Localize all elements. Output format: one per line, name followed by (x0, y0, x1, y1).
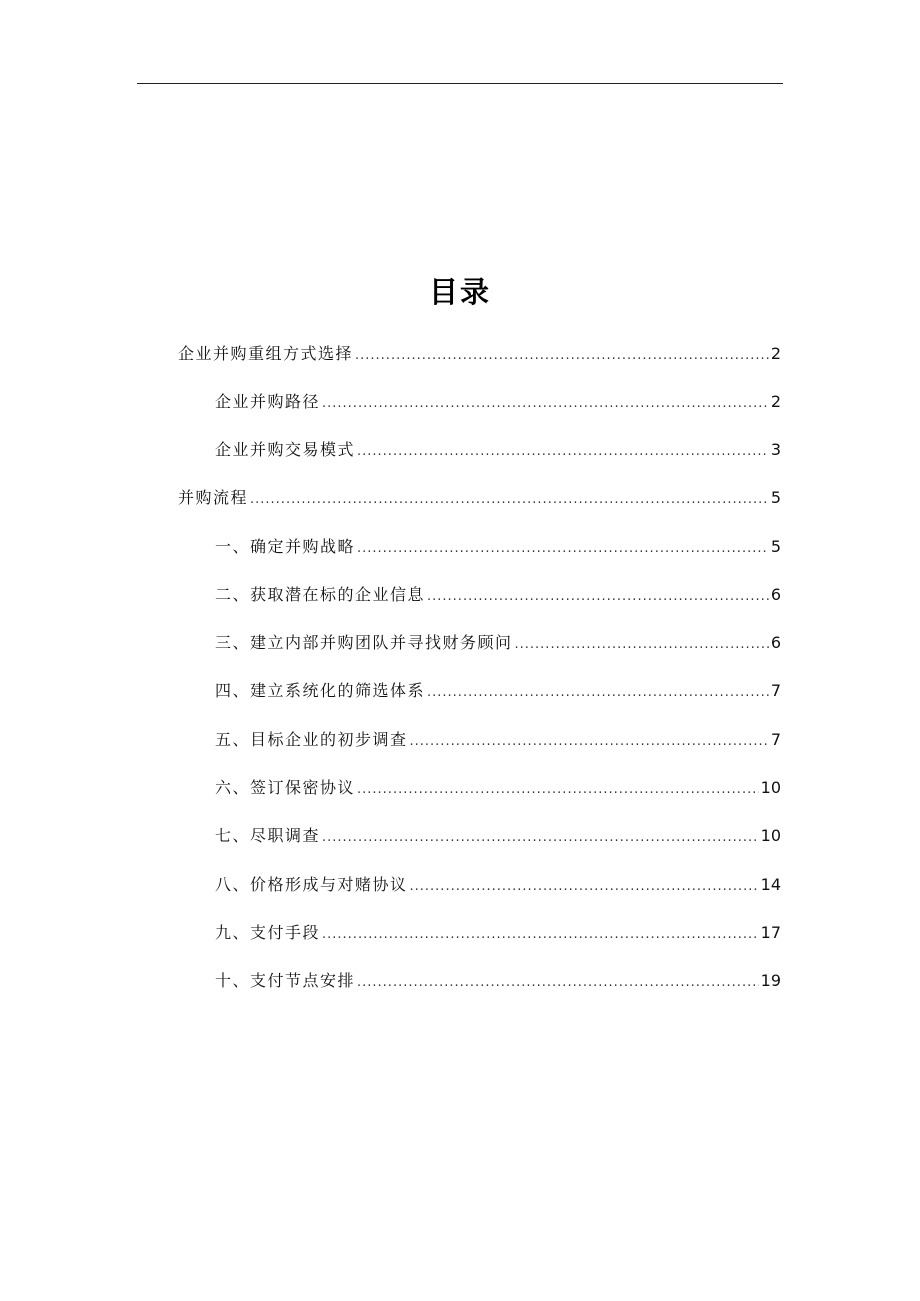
toc-dot-leader (355, 342, 769, 370)
toc-page-number: 5 (770, 488, 781, 507)
toc-entry[interactable] (178, 340, 781, 368)
toc-entry-text: 企业并购交易模式 (215, 440, 356, 459)
toc-page-number: 2 (770, 392, 781, 411)
toc-dot-leader (427, 679, 769, 707)
toc-page-number: 3 (770, 440, 781, 459)
toc-entry[interactable] (178, 484, 781, 512)
toc-page-number: 14 (760, 875, 781, 894)
toc-dot-leader (427, 583, 769, 611)
toc-entry-text: 企业并购路径 (215, 392, 321, 411)
toc-entry[interactable] (215, 774, 781, 802)
toc-dot-leader (357, 438, 769, 466)
toc-dot-leader (322, 824, 759, 852)
toc-entry-text: 企业并购重组方式选择 (178, 344, 354, 363)
page-title: 目录 (428, 275, 491, 309)
toc-entry-text: 八、价格形成与对赌协议 (215, 875, 408, 894)
toc-entry-text: 九、支付手段 (215, 923, 321, 942)
toc-page-number: 5 (770, 537, 781, 556)
toc-entry-text: 并购流程 (178, 488, 249, 507)
toc-entry-text: 七、尽职调查 (215, 826, 321, 845)
toc-page-number: 19 (760, 971, 781, 990)
toc-entry[interactable] (215, 629, 781, 657)
toc-entry-text: 六、签订保密协议 (215, 778, 356, 797)
toc-entry[interactable] (215, 871, 781, 899)
toc-entry[interactable] (215, 967, 781, 995)
toc-dot-leader (357, 535, 769, 563)
toc-page-number: 10 (760, 778, 781, 797)
toc-dot-leader (250, 486, 769, 514)
toc-dot-leader (515, 631, 769, 659)
toc-page-number: 7 (770, 730, 781, 749)
toc-entry[interactable] (215, 581, 781, 609)
toc-page-number: 17 (760, 923, 781, 942)
toc-dot-leader (357, 969, 759, 997)
toc-dot-leader (322, 390, 769, 418)
toc-dot-leader (410, 873, 759, 901)
toc-entry[interactable] (215, 822, 781, 850)
toc-page-number: 2 (770, 344, 781, 363)
toc-page-number: 6 (770, 633, 781, 652)
toc-dot-leader (357, 776, 759, 804)
toc-entry-text: 三、建立内部并购团队并寻找财务顾问 (215, 633, 513, 652)
toc-entry-text: 五、目标企业的初步调查 (215, 730, 408, 749)
toc-entry[interactable] (215, 726, 781, 754)
toc-entry[interactable] (215, 436, 781, 464)
toc-page-number: 10 (760, 826, 781, 845)
toc-page-number: 7 (770, 681, 781, 700)
toc-entry-text: 一、确定并购战略 (215, 537, 356, 556)
toc-dot-leader (410, 728, 769, 756)
toc-entry-text: 四、建立系统化的筛选体系 (215, 681, 426, 700)
toc-entry[interactable] (215, 388, 781, 416)
toc-entry[interactable] (215, 677, 781, 705)
toc-entry-text: 二、获取潜在标的企业信息 (215, 585, 426, 604)
toc-entry-text: 十、支付节点安排 (215, 971, 356, 990)
toc-page-number: 6 (770, 585, 781, 604)
header-rule (137, 83, 783, 84)
toc-entry[interactable] (215, 919, 781, 947)
toc-dot-leader (322, 921, 759, 949)
toc-entry[interactable] (215, 533, 781, 561)
